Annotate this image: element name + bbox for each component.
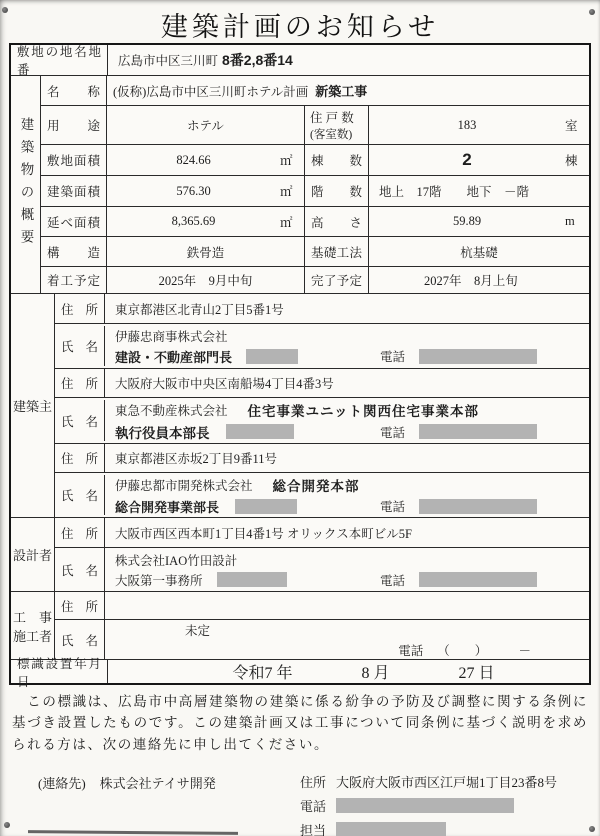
redacted-name xyxy=(235,499,297,514)
foundation-value: 杭基礎 xyxy=(460,245,498,260)
structure-row: 構造 鉄骨造 基礎工法 杭基礎 xyxy=(41,236,589,266)
screw-dot xyxy=(589,9,595,15)
room-count: 183 室 xyxy=(457,117,578,133)
redacted-name xyxy=(217,572,287,587)
redacted-name xyxy=(246,349,298,364)
height-value: 59.89 m xyxy=(452,214,575,228)
floor-count: 地上 17階 地下 －階 xyxy=(379,185,530,199)
schedule-row: 着工予定 2025年 9月中旬 完了予定 2027年 8月上旬 xyxy=(41,266,589,293)
contractor-section: 工 事 施工者 住所 氏名 未定 電話 （ ） － xyxy=(11,591,589,659)
structure-value: 鉄骨造 xyxy=(107,237,305,266)
designer-group-label: 設計者 xyxy=(11,518,55,591)
site-address-value: 広島市中区三川町 8番2,8番14 xyxy=(118,52,293,68)
building-owner-section: 建築主 住所 東京都港区北青山2丁目5番1号 氏名 伊藤忠商事株式会社 建設・不動産部門長 電話 住所 大阪府大阪市中央区南船場4丁目4番3号 氏名 東急不動産株式会社 住宅事業ユニット関西住宅事業本部 執行役員本部長 電話 住所 東京都港区赤坂2丁目9番11号 氏名 伊藤忠都市開発株式会社 総合開発本部 総合開発事業部長 電話 xyxy=(11,293,589,517)
contact-address: 大阪府大阪市西区江戸堀1丁目23番8号 xyxy=(336,775,558,790)
name-row: 名称 (仮称)広島市中区三川町ホテル計画 新築工事 xyxy=(41,76,589,105)
designer-section: 設計者 住所 大阪市西区西本町1丁目4番1号 オリックス本町ビル5F 氏名 株式会社IAO竹田設計 大阪第一事務所 電話 xyxy=(11,517,589,591)
site-area-value: 824.66 ㎡ xyxy=(107,145,305,175)
use-row: 用途 ホテル 住 戸 数 (客室数) 183 室 xyxy=(41,105,589,144)
redacted-phone xyxy=(419,424,537,439)
site-address-row xyxy=(11,45,589,75)
start-date: 2025年 9月中旬 xyxy=(107,267,305,293)
screw-dot xyxy=(589,826,595,832)
redacted-phone xyxy=(419,499,537,514)
redacted-phone xyxy=(419,349,537,364)
owner2-address: 大阪府大阪市中央区南船場4丁目4番3号 xyxy=(115,377,334,391)
sign-date-value: 令和7 年 8 月 27 日 xyxy=(232,665,495,682)
building-area-row: 建築面積 576.30 ㎡ 階数 地上 17階 地下 －階 xyxy=(41,175,589,206)
building-area-value: 576.30 ㎡ xyxy=(107,176,305,206)
contractor-name: 未定 xyxy=(185,623,211,638)
use-value: ホテル xyxy=(107,106,305,144)
redacted-name xyxy=(226,424,294,439)
owner3-address: 東京都港区赤坂2丁目9番11号 xyxy=(115,452,278,466)
owner-group-label: 建築主 xyxy=(11,294,55,517)
sign-date-row: 標識設置年月日 令和7 年 8 月 27 日 xyxy=(11,659,589,683)
owner3-company: 伊藤忠都市開発株式会社 総合開発本部 xyxy=(115,478,360,494)
redacted-phone xyxy=(419,572,537,587)
contractor-phone: 電話 （ ） － xyxy=(398,643,531,658)
owner1-company: 伊藤忠商事株式会社 xyxy=(115,329,228,344)
redacted-phone xyxy=(336,798,514,813)
contact-company: 株式会社テイサ開発 xyxy=(99,776,216,791)
owner2-company: 東急不動産株式会社 住宅事業ユニット関西住宅事業本部 xyxy=(115,403,479,419)
site-area-row: 敷地面積 824.66 ㎡ 棟数 2 棟 xyxy=(41,144,589,175)
site-address-label: 敷地の地名地番 xyxy=(11,45,108,75)
project-name: (仮称)広島市中区三川町ホテル計画 新築工事 xyxy=(113,84,368,99)
contact-address-label: 住所 xyxy=(300,775,327,790)
total-area-value: 8,365.69 ㎡ xyxy=(107,207,305,236)
screw-dot xyxy=(2,7,8,13)
contact-block xyxy=(38,772,590,836)
contractor-group-label: 工 事 施工者 xyxy=(11,592,55,659)
page-title: 建築計画のお知らせ xyxy=(160,12,440,42)
contact-tel-label: 電話 xyxy=(300,799,327,814)
total-area-row: 延べ面積 8,365.69 ㎡ 高さ 59.89 m xyxy=(41,206,589,236)
designer-company: 株式会社IAO竹田設計 xyxy=(115,553,238,568)
notice-table xyxy=(9,43,591,689)
redacted-person xyxy=(336,822,446,836)
contact-person-label: 担当 xyxy=(300,823,327,836)
designer-address: 大阪市西区西本町1丁目4番1号 オリックス本町ビル5F xyxy=(115,526,412,541)
overview-group-label: 建築物の概要 xyxy=(11,76,41,293)
building-count: 2 棟 xyxy=(462,150,578,169)
screw-dot xyxy=(4,822,10,828)
owner1-address: 東京都港区北青山2丁目5番1号 xyxy=(115,302,284,317)
completion-date: 2027年 8月上旬 xyxy=(424,274,518,288)
contractor-address xyxy=(105,592,589,619)
building-overview-section xyxy=(11,75,589,293)
ordinance-notice-text: この標識は、広島市中高層建築物の建築に係る紛争の予防及び調整に関する条例に基づき設置したものです。この建築計画又は工事について同条例に基づく説明を求められる方は、次の連絡先に申し出てください。 xyxy=(12,694,588,752)
contact-label: (連絡先) xyxy=(38,776,86,791)
